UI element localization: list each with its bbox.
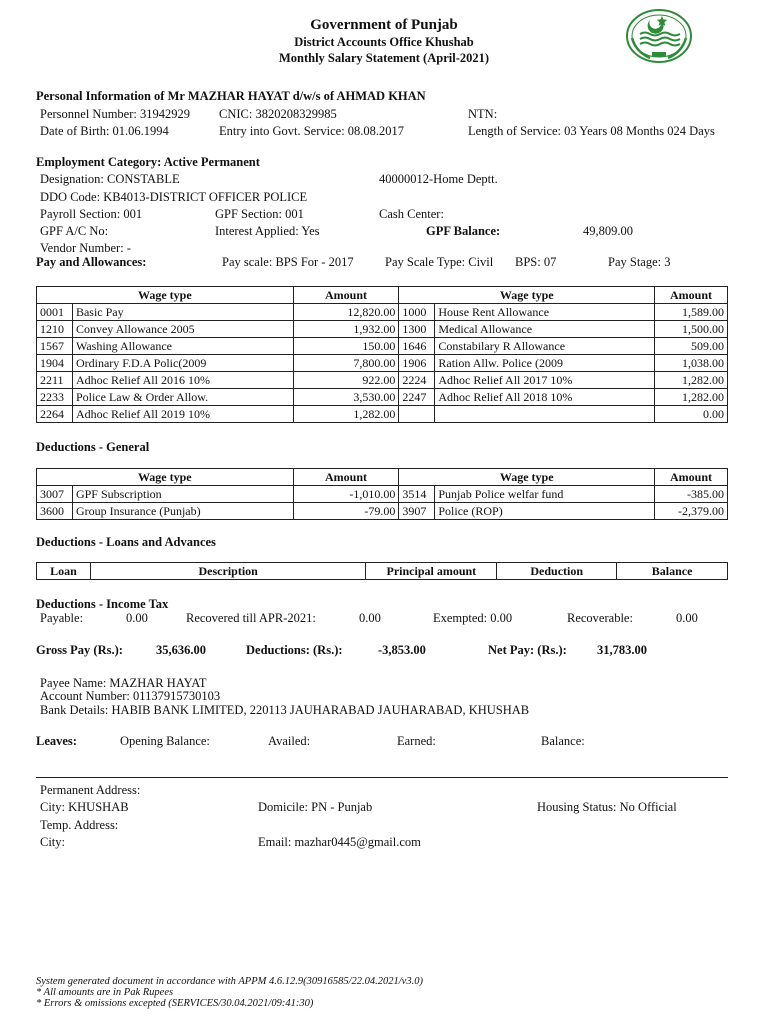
- wage-description: Constabilary R Allowance: [435, 338, 655, 355]
- wage-description: Washing Allowance: [72, 338, 293, 355]
- amount: -79.00: [293, 503, 399, 520]
- wage-code: 2264: [37, 406, 73, 423]
- amount: 7,800.00: [293, 355, 399, 372]
- amount: 1,589.00: [655, 304, 728, 321]
- wage-description: Medical Allowance: [435, 321, 655, 338]
- leaves-opening: Opening Balance:: [120, 734, 210, 748]
- table-row: [37, 372, 728, 389]
- wage-description: Adhoc Relief All 2018 10%: [435, 389, 655, 406]
- footer-line-2: * All amounts are in Pak Rupees: [36, 987, 174, 998]
- amount: 0.00: [655, 406, 728, 423]
- table-row: [37, 321, 728, 338]
- city: City: KHUSHAB: [40, 800, 129, 814]
- wage-description: Convey Allowance 2005: [72, 321, 293, 338]
- deductions-total-value: -3,853.00: [378, 643, 426, 657]
- amount: -385.00: [655, 486, 728, 503]
- net-pay-value: 31,783.00: [597, 643, 647, 657]
- loans-col-description: Description: [90, 563, 365, 580]
- deductions-header-row: [37, 469, 728, 486]
- wage-code: 3600: [37, 503, 73, 520]
- wage-code: 3907: [399, 503, 435, 520]
- deductions-rows: [37, 486, 728, 520]
- interest-applied: Interest Applied: Yes: [215, 224, 320, 238]
- table-row: [37, 355, 728, 372]
- deductions-col-amount-left: Amount: [293, 469, 399, 486]
- allowances-rows: [37, 304, 728, 423]
- loans-col-deduction: Deduction: [497, 563, 617, 580]
- temp-city: City:: [40, 835, 66, 849]
- wage-description: Police (ROP): [435, 503, 655, 520]
- pay-allowances-label: Pay and Allowances:: [36, 255, 147, 269]
- table-row: [37, 304, 728, 321]
- tax-payable-value: 0.00: [126, 611, 148, 625]
- table-row: [37, 486, 728, 503]
- wage-code: 2224: [399, 372, 435, 389]
- allowances-col-amount-left: Amount: [293, 287, 399, 304]
- wage-description: Adhoc Relief All 2017 10%: [435, 372, 655, 389]
- wage-code: 1300: [399, 321, 435, 338]
- length-of-service: Length of Service: 03 Years 08 Months 024 Days: [468, 124, 715, 138]
- ntn: NTN:: [468, 107, 498, 121]
- amount: 3,530.00: [293, 389, 399, 406]
- allowances-table: [36, 286, 728, 423]
- housing-status: Housing Status: No Official: [537, 800, 677, 814]
- wage-code: 1567: [37, 338, 73, 355]
- wage-description: Police Law & Order Allow.: [72, 389, 293, 406]
- wage-code: 2247: [399, 389, 435, 406]
- header-statement: Monthly Salary Statement (April-2021): [278, 51, 490, 65]
- tax-recoverable-value: 0.00: [676, 611, 698, 625]
- wage-code: 1906: [399, 355, 435, 372]
- amount: 1,282.00: [293, 406, 399, 423]
- wage-description: [435, 406, 655, 423]
- gpf-balance-value: 49,809.00: [583, 224, 633, 238]
- amount: 150.00: [293, 338, 399, 355]
- deductions-general-heading: Deductions - General: [36, 440, 150, 454]
- leaves-label: Leaves:: [36, 734, 77, 748]
- footer-line-3: * Errors & omissions excepted (SERVICES/30.04.2021/09:41:30): [36, 998, 314, 1009]
- ddo-code: DDO Code: KB4013-DISTRICT OFFICER POLICE: [40, 190, 308, 204]
- deductions-col-amount-right: Amount: [655, 469, 728, 486]
- tax-recovered-label: Recovered till APR-2021:: [186, 611, 316, 625]
- personnel-number: Personnel Number: 31942929: [40, 107, 190, 121]
- email: Email: mazhar0445@gmail.com: [258, 835, 421, 849]
- deductions-col-wage-left: Wage type: [37, 469, 294, 486]
- wage-code: 3007: [37, 486, 73, 503]
- domicile: Domicile: PN - Punjab: [258, 800, 373, 814]
- footer-line-1: System generated document in accordance with APPM 4.6.12.9(30916585/22.04.2021/v3.0): [36, 976, 423, 987]
- designation: Designation: CONSTABLE: [40, 172, 180, 186]
- leaves-earned: Earned:: [397, 734, 436, 748]
- wage-code: 1904: [37, 355, 73, 372]
- cnic: CNIC: 3820208329985: [219, 107, 337, 121]
- bank-details: Bank Details: HABIB BANK LIMITED, 220113 JAUHARABAD JAUHARABAD, KHUSHAB: [40, 703, 530, 717]
- pay-scale-type: Pay Scale Type: Civil: [385, 255, 494, 269]
- wage-description: Basic Pay: [72, 304, 293, 321]
- gpf-account-number: GPF A/C No:: [40, 224, 109, 238]
- bps: BPS: 07: [515, 255, 557, 269]
- department: 40000012-Home Deptt.: [379, 172, 498, 186]
- amount: 1,500.00: [655, 321, 728, 338]
- allowances-header-row: [37, 287, 728, 304]
- wage-description: House Rent Allowance: [435, 304, 655, 321]
- gpf-section: GPF Section: 001: [215, 207, 304, 221]
- vendor-number: Vendor Number: -: [40, 241, 131, 255]
- payroll-section: Payroll Section: 001: [40, 207, 143, 221]
- divider: [36, 777, 728, 778]
- loans-header-row: [37, 563, 728, 580]
- gross-pay-label: Gross Pay (Rs.):: [36, 643, 123, 657]
- wage-code: 1646: [399, 338, 435, 355]
- amount: 509.00: [655, 338, 728, 355]
- temp-address: Temp. Address:: [40, 818, 119, 832]
- loans-col-principal: Principal amount: [366, 563, 497, 580]
- loans-heading: Deductions - Loans and Advances: [36, 535, 216, 549]
- wage-description: Ration Allw. Police (2009: [435, 355, 655, 372]
- date-of-birth: Date of Birth: 01.06.1994: [40, 124, 169, 138]
- wage-code: 1210: [37, 321, 73, 338]
- gross-pay-value: 35,636.00: [156, 643, 206, 657]
- cash-center: Cash Center:: [379, 207, 444, 221]
- tax-exempted: Exempted: 0.00: [433, 611, 513, 625]
- wage-description: Punjab Police welfar fund: [435, 486, 655, 503]
- personal-info-heading: Personal Information of Mr MAZHAR HAYAT d/w/s of AHMAD KHAN: [36, 89, 426, 103]
- income-tax-heading: Deductions - Income Tax: [36, 597, 169, 611]
- amount: 922.00: [293, 372, 399, 389]
- amount: 1,932.00: [293, 321, 399, 338]
- amount: -2,379.00: [655, 503, 728, 520]
- payee-name: Payee Name: MAZHAR HAYAT: [40, 676, 207, 690]
- table-row: [37, 406, 728, 423]
- amount: 1,282.00: [655, 372, 728, 389]
- amount: 1,038.00: [655, 355, 728, 372]
- amount: -1,010.00: [293, 486, 399, 503]
- allowances-col-amount-right: Amount: [655, 287, 728, 304]
- loans-col-loan: Loan: [37, 563, 91, 580]
- table-row: [37, 389, 728, 406]
- employment-category: Employment Category: Active Permanent: [36, 155, 260, 169]
- deductions-total-label: Deductions: (Rs.):: [246, 643, 343, 657]
- allowances-col-wage-right: Wage type: [399, 287, 655, 304]
- wage-description: Group Insurance (Punjab): [72, 503, 293, 520]
- amount: 12,820.00: [293, 304, 399, 321]
- wage-code: 2211: [37, 372, 73, 389]
- header-government: Government of Punjab: [310, 17, 458, 33]
- table-row: [37, 338, 728, 355]
- allowances-col-wage-left: Wage type: [37, 287, 294, 304]
- entry-into-service: Entry into Govt. Service: 08.08.2017: [219, 124, 405, 138]
- wage-description: Ordinary F.D.A Polic(2009: [72, 355, 293, 372]
- header-office: District Accounts Office Khushab: [294, 35, 474, 49]
- loans-col-balance: Balance: [617, 563, 728, 580]
- wage-code: 3514: [399, 486, 435, 503]
- wage-code: 2233: [37, 389, 73, 406]
- wage-code: [399, 406, 435, 423]
- wage-code: 1000: [399, 304, 435, 321]
- permanent-address: Permanent Address:: [40, 783, 141, 797]
- wage-description: Adhoc Relief All 2019 10%: [72, 406, 293, 423]
- net-pay-label: Net Pay: (Rs.):: [488, 643, 567, 657]
- tax-payable-label: Payable:: [40, 611, 84, 625]
- wage-description: GPF Subscription: [72, 486, 293, 503]
- punjab-emblem-icon: [624, 8, 694, 64]
- pay-stage: Pay Stage: 3: [608, 255, 671, 269]
- account-number: Account Number: 01137915730103: [40, 689, 221, 703]
- loans-table: [36, 562, 728, 580]
- amount: 1,282.00: [655, 389, 728, 406]
- leaves-balance: Balance:: [541, 734, 585, 748]
- wage-code: 0001: [37, 304, 73, 321]
- gpf-balance-label: GPF Balance:: [426, 224, 501, 238]
- pay-scale: Pay scale: BPS For - 2017: [222, 255, 354, 269]
- deductions-col-wage-right: Wage type: [399, 469, 655, 486]
- leaves-availed: Availed:: [268, 734, 311, 748]
- tax-recoverable-label: Recoverable:: [567, 611, 633, 625]
- wage-description: Adhoc Relief All 2016 10%: [72, 372, 293, 389]
- tax-recovered-value: 0.00: [359, 611, 381, 625]
- deductions-general-table: [36, 468, 728, 520]
- table-row: [37, 503, 728, 520]
